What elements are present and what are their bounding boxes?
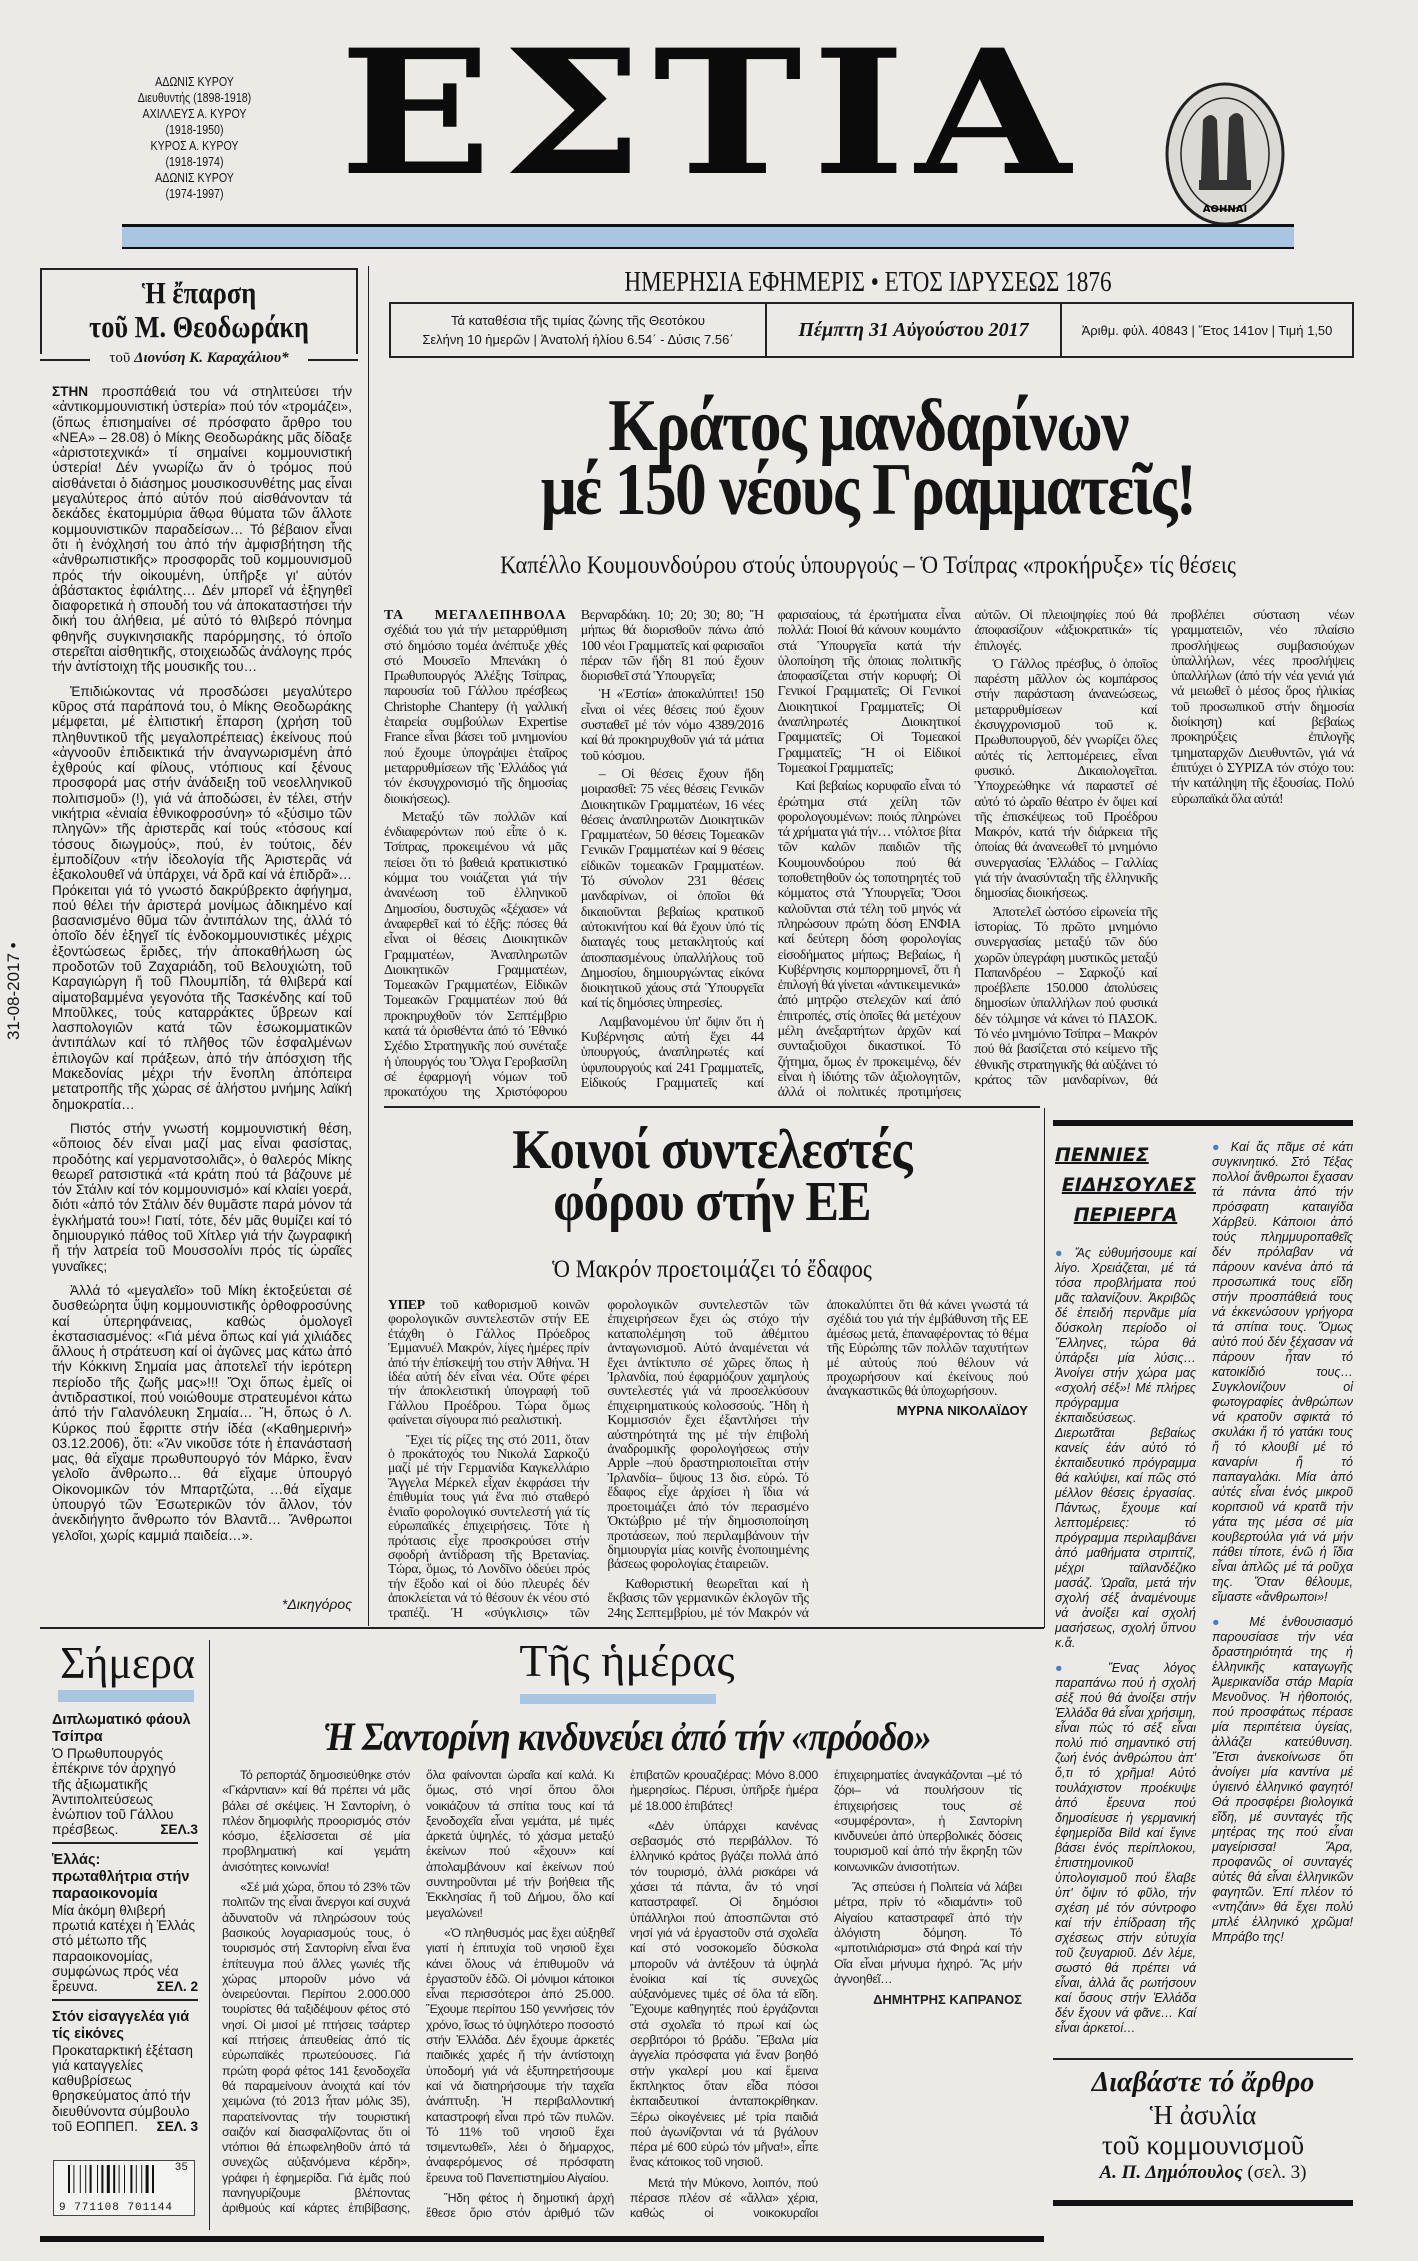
paragraph: Ἡ «Ἑστία» ἀποκαλύπτει! 150 εἶναι οἱ νέες θέσεις πού ἔχουν συσταθεῖ μέ τόν νόμο 4389/2016 καί θά προκηρυχθοῦν γιά τά μάτια τοῦ κόσμου. xyxy=(580,687,764,764)
paragraph: Ἄς σπεύσει ἡ Πολιτεία νά λάβει μέτρα, πρίν τό «διαμάντι» τοῦ Αἰγαίου καταστραφεῖ ἀπό τήν ἀλόγιστη δόμηση. Τό «μποτιλιάρισμα» στά Φηρά καί τήν Οἴα εἶναι μήνυμα ἠχηρό. Ἄς μήν ἀγνοηθεῖ… xyxy=(834,1880,1022,1986)
newspaper-logo: ΕΣΤΙΑ xyxy=(339,12,1081,215)
today-item-text: Προκαταρκτική ἐξέταση γιά καταγγελίες καθυβρίσεως θρησκεύματος ἀπό τήν διευθύνοντα σύμβουλο τοῦ ΕΟΠΠΕΠ. xyxy=(52,2042,193,2135)
issue-date: Πέμπτη 31 Αὐγούστου 2017 xyxy=(798,318,1029,341)
founder-line: ΑΧΙΛΛΕΥΣ Α. ΚΥΡΟΥ xyxy=(142,106,247,121)
oped-body xyxy=(52,384,352,1592)
bullet-icon: ● xyxy=(1055,1661,1109,1675)
column-divider xyxy=(1044,1108,1045,1628)
founder-line: ΚΥΡΟΣ Α. ΚΥΡΟΥ xyxy=(150,138,239,153)
promo-title: Διαβάστε τό ἄρθρο xyxy=(1091,2067,1315,2098)
today-item-headline: Ἑλλάς: πρωταθλήτρια στήν παραοικονομία xyxy=(52,1851,190,1902)
founders-list xyxy=(127,74,262,202)
box-bottom-rule xyxy=(1053,2200,1353,2206)
of-the-day-headline: Ἡ Σαντορίνη κινδυνεύει ἀπό τήν «πρόοδο» xyxy=(323,1714,931,1759)
barcode-bar xyxy=(107,2165,110,2193)
page-bottom-rule xyxy=(40,2236,1044,2242)
news-item xyxy=(1055,1661,1196,2036)
title-line: ΠΕΡΙΕΡΓΑ xyxy=(1073,1204,1178,1226)
paragraph xyxy=(384,608,567,807)
promo-page: (σελ. 3) xyxy=(1247,2162,1307,2183)
barcode-bar xyxy=(146,2165,149,2193)
today-item[interactable] xyxy=(52,1712,198,1844)
lead-word: ΤΑ ΜΕΓΑΛΕΠΗΒΟΛΑ xyxy=(384,608,567,623)
bullet-icon: ● xyxy=(1212,1140,1231,1154)
main-subhead: Καπέλλο Κουμουνδούρου στούς ὑπουργούς – Ὁ Τσίπρας «προκήρυξε» τίς θέσεις xyxy=(500,552,1236,579)
tax-story-body xyxy=(388,1298,1028,1620)
paragraph: «Δέν ὑπάρχει κανένας σεβασμός στό περιβάλλον. Τό ἑλληνικό κράτος βγάζει πολλά ἀπό τόν τουρισμό, ἀλλά ρισκάρει νά χάσει τά πάντα, ἄν τό νησί καταστραφεῖ. Οἱ δημόσιοι ὑπάλληλοι πού ἀποσπῶνται στό νησί γιά νά ἐργαστοῦν στά σχολεῖα καί στό νοσοκομεῖο δύσκολα μποροῦν νά ἀντέξουν τά ὑψηλά ἐνοίκια καί τίς συνεχῶς αὐξανόμενες τιμές σέ ὅλα τά εἴδη. Ἔχουμε καθηγητές πού ἐργάζονται στά σχολεῖα τό πρωί καί ὡς σερβιτόροι τό βράδυ. Ἔβαλα μία ἀγγελία πρόσφατα γιά ἕναν βοηθό στήν γκαλερί μου καί ἔμεινα ἔκπληκτος ὅταν εἶδα πόσοι ἐκπαιδευτικοί ἀνταποκρίθηκαν. Ξέρω οἰκογένειες μέ τρία παιδιά πού ἀγωνίζονται νά τά βγάλουν πέρα μέ 600 εὐρώ τόν μῆνα!», εἶπε ἕνας κάτοικος τοῦ νησιοῦ. xyxy=(630,1818,818,2170)
bullet-icon: ● xyxy=(1212,1615,1250,1629)
oped-author: Διονύση Κ. Καραχάλιου* xyxy=(134,350,289,366)
today-title: Σήμερα xyxy=(60,1637,195,1688)
paragraph: – Οἱ θέσεις ἔχουν ἤδη μοιρασθεῖ: 75 νέες θέσεις Γενικῶν Διοικητικῶν Γραμματέων, 16 νέες θέσεις ἀναπληρωτῶν Διοικητικῶν Γραμματέων, 50 θέσεις Τομεακῶν Γενικῶν Γραμματέων καί 9 θέσεις εἰδικῶν τομεακῶν Γραμματέων. Τό σύνολον 231 θέσεις μανδαρίνων, οἱ ὁποῖοι θά δικαιοῦνται βεβαίως κρατικοῦ αὐτοκινήτου καί θά ἔχουν ὑπό τίς διαταγές τους μετακλητούς καί ἀποσπασμένους ὑπαλλήλους τοῦ Δημοσίου, δημιουργώντας εἰκόνα διοικητικοῦ χάους στά Ὑπουργεῖα καί τίς δημόσιες ὑπηρεσίες. xyxy=(580,766,764,1012)
barcode-issue: 35 xyxy=(174,2162,188,2174)
lead-word: ΣΤΗΝ xyxy=(52,384,89,399)
founder-line: Διευθυντής (1898-1918) xyxy=(137,90,252,105)
oped-byline xyxy=(40,350,358,367)
paragraph-text: τοῦ καθορισμοῦ κοινῶν φορολογικῶν συντελεστῶν στήν ΕΕ ἐτάχθη ὁ Γάλλος Πρόεδρος Ἐμμανυέλ Μακρόν, λίγες ἡμέρες πρίν ἀπό τήν ἐπίσκεψή του στήν Ἀθήνα. Ἡ ἰδέα αὐτή δέν εἶναι νέα. Οὔτε φέρει τήν ἀποκλειστική ὑπογραφή τοῦ Γάλλου Προέδρου. Τώρα ὅμως φαίνεται σίγουρα πιό ρεαλιστική. xyxy=(388,1297,590,1428)
news-item xyxy=(1212,1140,1353,1605)
tax-subhead: Ὁ Μακρόν προετοιμάζει τό ἔδαφος xyxy=(552,1256,872,1283)
section-divider xyxy=(1053,2058,1353,2060)
masthead-tagline: ΗΜΕΡΗΣΙΑ ΕΦΗΜΕΡΙΣ • ΕΤΟΣ ΙΔΡΥΣΕΩΣ 1876 xyxy=(624,266,1112,298)
page-ref: ΣΕΛ. 3 xyxy=(156,2119,198,2135)
of-the-day-accent-bar xyxy=(520,1694,716,1704)
paragraph: Καί βεβαίως κορυφαῖο εἶναι τό ἐρώτημα στά χείλη τῶν φορολογουμένων: ποιός πληρώνει τά χρήματα γιά τήν… ντόλτσε βίτα τῶν καλῶν παιδιῶν τῆς Κουμουνδούρου πού θά τοποθετηθοῦν ὡς τοποτηρητές τοῦ κόμματος στά Ὑπουργεῖα; Ὅσοι καλοῦνται στά τέλη τοῦ μηνός νά πληρώσουν πρώτη δόση ΕΝΦΙΑ καί δεύτερη δόση φορολογίας εἰσοδήματος μήπως; Βεβαίως, ἡ Κυβέρνησις κομπορρημονεῖ, ὅτι ἡ ἐπιλογή θά γίνεται «ἀντικειμενικά» ἀπό μητρῷο στελεχῶν καί ἀπό ἐπιτροπές, στίς ὁποῖες θά μετέχουν μέλη ἀνεξαρτήτων ἀρχῶν καί συνταξιοῦχοι δικαστικοί. Τό ζήτημα, ὅμως ἐν προκειμένῳ, δέν εἶναι ἡ ἰδιότης τῶν ἀξιολογητῶν, ἀλλά οἱ πολιτικές προτιμήσεις αὐτῶν. Οἱ πλειοψηφίες πού θά ἀποφασίζουν «ἀξιοκρατικά» τίς ἐπιλογές. xyxy=(777,608,1158,1101)
barcode-bar xyxy=(90,2165,92,2193)
byline-prefix: τοῦ xyxy=(109,350,131,366)
column-divider xyxy=(209,1640,210,2230)
today-accent-bar xyxy=(58,1690,194,1702)
today-item-headline: Διπλωματικό φάουλ Τσίπρα xyxy=(52,1712,191,1745)
promo-article-title: τοῦ κομμουνισμοῦ xyxy=(1101,2130,1305,2160)
paragraph: «Ὁ πληθυσμός μας ἔχει αὐξηθεῖ γιατί ἡ ἐπιτυχία τοῦ νησιοῦ ἔχει κάνει ὅλους νά ἐπιθυμοῦν νά ἐργαστοῦν ἐδῶ. Οἱ μόνιμοι κάτοικοι εἶναι περισσότεροι ἀπό 25.000. Ἔχουμε περίπου 150 γεννήσεις τόν χρόνο, ἴσως τό ὑψηλότερο ποσοστό στήν Ἑλλάδα. Δέν ἔχουμε ἀρκετές παιδικές χαρές ἤ τήν ἀντίστοιχη ὑποδομή γιά νά ἐξυπηρετήσουμε καί νά διατηρήσουμε τήν ταχεῖα ἀνάπτυξη. Ἡ περιβαλλοντική καταστροφή εἶναι πρό τῶν πυλῶν. Τό 11% τοῦ νησιοῦ ἔχει τσιμεντωθεῖ», λέει ὁ δήμαρχος, ἀναφερόμενος σέ πρόσφατη ἔρευνα τοῦ Πανεπιστημίου Αἰγαίου. xyxy=(426,1925,614,2185)
issue-number-price: Ἀριθμ. φύλ. 40843 | Ἔτος 141ον | Τιμή 1,50 xyxy=(1081,322,1333,338)
item-text: Ἄς εὐθυμήσουμε καί λίγο. Χρειάζεται, μέ τά τόσα προβλήματα πού μᾶς ταλανίζουν. Ἀκριβῶς δέ ἐπειδή περνᾶμε μία δύσκολη περίοδο οἱ Ἕλληνες, τώρα θά ὑπάρξει μία λύσις… Ἀνοίγει στήν χώρα μας «σχολή σέξ»! Μέ πλήρες πρόγραμμα ἐκπαιδεύσεως. Διερωτᾶται βεβαίως κανείς ἐάν αὐτό τό ἐκπαιδευτικό πρόγραμμα θά καλύψει, καί πῶς στό μέλλον θέσεις ἐργασίας. Πάντως, ἔχουμε καί λεπτομέρειες: τό πρόγραμμα περιλαμβάνει ἀπό μαθήματα στριπτίζ, μέχρι ταϊλανδέζικο μασάζ. Ὡραῖα, μετά τήν σχολή σέξ ἀναμένουμε νά ἀνοίξει καί σχολή μασήσεως, σχολή ὕπνου κ.ἄ. xyxy=(1055,1246,1196,1650)
pennies-title xyxy=(1055,1140,1196,1230)
oped-signature: *Δικηγόρος xyxy=(281,1596,352,1612)
barcode-number: 9 771108 701144 xyxy=(59,2202,174,2214)
paragraph-text: προσπάθειά του νά στηλιτεύσει τήν «ἀντικομμουνιστική ὑστερία» πού τόν «τρομάζει», (ὅπως ἐπισημαίνει σέ πρόσφατο ἄρθρο του «ΝΕΑ» – 28.08) ὁ Μίκης Θεοδωράκης μᾶς δίδαξε «ἀριστοτεχνικά» τί σημαίνει κομμουνιστική ὑστερία! Δέν γνωρίζω ἄν ὁ τρόμος πού αἰσθάνεται ὁ διάσημος μουσικοσυνθέτης μας εἶναι μεγαλύτερος ἀπό αὐτόν πού αἰσθάνονταν τά δεκάδες ἑκατομμύρια ἄθῳα θύματα τῶν ἄλλοτε κομμουνιστικῶν παραδείσων… Τό βέβαιον εἶναι ὅτι ἡ ἐνόχλησή του ἀπό τήν ἀμφισβήτηση τῆς «ἀνθρωπιστικῆς» προσφορᾶς τοῦ κομμουνισμοῦ πρός τήν οἰκουμένη, ὑπῆρξε γι' αὐτόν ἀβάστακτος ἐφιάλτης… Δέν μπορεῖ νά ἐξηγηθεῖ διαφορετικά ἡ σπουδή του νά ἀποκαταστήσει τήν δική του ἀλήθεια, μέ αὐτό τό θλιβερό πόνημα φθηνῆς συγκινησιακῆς παρόρμησης, τό ὁποῖο στερεῖται αἰσθητικῆς, στοιχειωδῶς ἀνάλογης πρός τήν ἀντίστοιχη τῆς μουσικῆς του… xyxy=(52,384,352,675)
tax-author: ΜΥΡΝΑ ΝΙΚΟΛΑΪΔΟΥ xyxy=(896,1402,1028,1418)
headline-line: φόρου στήν ΕΕ xyxy=(553,1171,871,1233)
paragraph: Ὁ Γάλλος πρέσβυς, ὁ ὁποῖος παρέστη μᾶλλον ὡς κομπάρσος στήν παράσταση ἀνανεώσεως, μεταρρυθμίσεων καί ἐκσυγχρονισμοῦ τοῦ κ. Πρωθυπουργοῦ, δέν γνωρίζει ὅλες αὐτές τίς λεπτομέρειες, εἶναι φυσικό. Δικαιολογεῖται. Ὑποχρεώθηκε νά παραστεῖ σέ αὐτό τό ὡραῖο θέατρο ἐν ὄψει καί τῆς ἐπισκέψεως τοῦ Προέδρου Μακρόν, κατά τήν διάρκεια τῆς ὁποίας θά ἀνανεωθεῖ τό μνημόνιο συνεργασίας Ἑλλάδος – Γαλλίας γιά τήν ἀνασύνταξη τῆς ἑλληνικῆς δημοσίας διοικήσεως. xyxy=(974,656,1158,902)
promo-article-title: Ἡ ἀσυλία xyxy=(1149,2100,1257,2130)
paragraph-text: σχέδιά του γιά τήν μεταρρύθμιση στό δημόσιο τομέα ἀνέπτυξε χθές στό Μουσεῖο Μπενάκη ὁ Πρωθυπουργός Ἀλέξης Τσίπρας, παρουσία τοῦ Γάλλου πρέσβεως Christophe Chantepy (ἡ γαλλική ἑταιρεία συμβούλων Expertise France εἶναι βάσει τοῦ μνημονίου πού ἔχουμε ὑπογράψει ἑταῖρος μεταρρυθμίσεων τῆς Ἑλλάδος γιά τόν ἐκσυγχρονισμό τῆς δημοσίας διοικήσεως). xyxy=(384,623,567,807)
founder-line: (1918-1974) xyxy=(165,154,224,169)
box-top-rule xyxy=(1053,1120,1353,1126)
headline-line: Κράτος μανδαρίνων xyxy=(608,385,1128,467)
lead-word: ΥΠΕΡ xyxy=(388,1297,425,1312)
today-item-text: Μία ἀκόμη θλιβερή πρωτιά κατέχει ἡ Ἑλλάς στό μέτωπο τῆς παραοικονομίας, συμφώνως πρός νέα ἔρευνα. xyxy=(52,1902,195,1995)
masthead-accent-bar xyxy=(122,224,1294,249)
paragraph: Τό ρεπορτάζ δημοσιεύθηκε στόν «Γκάρντιαν» καί θά πρέπει νά μᾶς βάλει σέ σκέψεις. Ἡ Σαντορίνη, ὁ πλέον δημοφιλής προορισμός στόν κόσμο, ἐξελίσσεται σέ μία προβληματική καί γεμάτη ἀνισότητες κοινωνία! xyxy=(222,1768,410,1874)
news-item xyxy=(1055,1246,1196,1651)
pennies-column xyxy=(1055,1140,1353,2052)
barcode-bar xyxy=(136,2165,137,2193)
svg-text:ΑΘΗΝΑΙ: ΑΘΗΝΑΙ xyxy=(1202,204,1248,215)
of-the-day-author: ΔΗΜΗΤΡΗΣ ΚΑΠΡΑΝΟΣ xyxy=(873,1992,1022,2008)
title-line: ΠΕΝΝΙΕΣ xyxy=(1055,1144,1149,1166)
founder-line: ΑΔΩΝΙΣ ΚΥΡΟΥ xyxy=(155,74,234,89)
page-ref: ΣΕΛ. 2 xyxy=(156,1979,198,1995)
paragraph: Ἀποτελεῖ ὡστόσο εἰρωνεία τῆς ἱστορίας. Τό πρῶτο μνημόνιο συνεργασίας μεταξύ τῶν δύο χωρῶν ὑπεγράφη μυστικῶς μεταξύ Παπανδρέου – Σαρκοζύ καί προέβλεπε 150.000 ἀπολύσεις δημοσίων ὑπαλλήλων πού φυσικά δέν τόλμησε νά κάνει τό ΠΑΣΟΚ. Τό νέο μνημόνιο Τσίπρα – Μακρόν πού θά βασίζεται στό κείμενο τῆς ἐθνικῆς στρατηγικῆς θά αὐξάνει τό κράτος τῶν μανδαρίνων, θά προβλέπει σύσταση νέων γραμματειῶν, νέο πλαίσιο προσλήψεως συμβασιούχων ὑπαλλήλων, νέες προσλήψεις ὑπαλλήλων (ἀπό τήν νέα γενιά γιά νά μειωθεῖ ὁ μέσος ὅρος ἡλικίας τοῦ προσωπικοῦ στήν δημοσία διοίκηση) καί βεβαίως προκηρύξεις ἐπιλογῆς τμηματαρχῶν Διευθυντῶν, γιά νά ἐπιτύχει ὁ ΣΥΡΙΖΑ τόν στόχο του: τήν κατάληψη τῆς ἐξουσίας. Πολύ εὐρωπαϊκά ὅλα αὐτά! xyxy=(974,608,1354,1088)
news-item xyxy=(1212,1615,1353,1945)
founder-line: (1974-1997) xyxy=(165,186,224,201)
barcode-bar xyxy=(141,2165,142,2193)
paragraph xyxy=(52,384,352,675)
section-divider xyxy=(384,1106,1040,1108)
today-list xyxy=(52,1712,198,2146)
item-text: Μέ ἐνθουσιασμό παρουσίασε τήν νέα δραστηριότητά της ἡ ἑλληνικῆς καταγωγῆς Ἀμερικανίδα στάρ Μαρία Μενοῦνος. Ἡ ἠθοποιός, πού προσφάτως πέρασε μία περιπέτεια ὑγείας, ἀλλάζει κατεύθυνση. Ἔτσι ἀνεκοίνωσε ὅτι ἀνοίγει μία καντίνα μέ ὑγιεινό ἑλληνικό φαγητό! Θά προσφέρει βιολογικά εἴδη, μέ συνταγές τῆς μητέρας της πού εἶναι μαγείρισσα! Ἄρα, προφανῶς οἱ συνταγές αὐτές θά εἶναι ἑλληνικῶν φαγητῶν. Ἐπί πλέον τό «ντηζάιν» θά ἔχει πολύ μπλέ ἑλληνικό χρῶμα! Μπράβο της! xyxy=(1212,1615,1353,1944)
today-item[interactable] xyxy=(52,1852,198,2001)
seal-emblem-icon xyxy=(1163,80,1287,228)
bullet-icon: ● xyxy=(1055,1246,1075,1260)
oped-title-box xyxy=(40,268,358,354)
feast-day: Τά καταθέσια τῆς τιμίας ζώνης τῆς Θεοτόκου xyxy=(451,313,705,328)
barcode-bar xyxy=(97,2165,98,2193)
barcode-bar xyxy=(124,2165,125,2193)
item-text: Ἕνας λόγος παραπάνω πού ἡ σχολή σέξ πού θά ἀνοίξει στήν Ἑλλάδα θά εἶναι χρήσιμη, εἶναι πώς τό σέξ εἶναι πολύ πιό σημαντικό στή ζωή ἑνός ἀνθρώπου ἀπ' ὅ,τι τό χρῆμα! Αὐτό τουλάχιστον προέκυψε ἀπό ἔρευνα πού δημοσίευσε ἡ γερμανική ἐφημερίδα Bild καί ἔγινε βάσει ἑνός περίπλοκου, ἐπιστημονικοῦ ὑπολογισμοῦ πού ἔλαβε ὑπ' ὄψιν τό φῦλο, τήν σχέση μέ τόν σύντροφο καί τήν ἐπίδραση τῆς σχέσεως στήν εὐτυχία τοῦ ζευγαριοῦ. Δέν λέμε, σωστό θά πρέπει νά εἶναι, ἀλλά ἄς ρωτήσουν καί ὅσους στήν Ἑλλάδα δέν ἔχουν νά φᾶνε… Καί εἶναι ἀρκετοί… xyxy=(1055,1661,1196,2035)
main-story-body xyxy=(384,608,1354,1102)
promo-author: Α. Π. Δημόπουλος xyxy=(1099,2162,1243,2183)
tax-headline xyxy=(417,1119,1007,1233)
paragraph: Μετά τήν Μύκονο, λοιπόν, πού πέρασε πλέον σέ «ἄλλα» χέρια, καθώς οἱ νοικοκυραῖοι ἐπιχειρηματίες ἀναγκάζονται –μέ τό ζόρι– νά πουλήσουν τίς ἐπιχειρήσεις τους σέ «συμφέροντα», ἡ Σαντορίνη κινδυνεύει ἀπό ὑπερβολικές δόσεις τουρισμοῦ καί ἀπό τήν ἔκρηξη τῶν κοινωνικῶν ἀνισοτήτων. xyxy=(630,1768,1022,2221)
of-the-day-body xyxy=(222,1768,1022,2228)
paragraph: Ἔχει τίς ρίζες της στό 2011, ὅταν ὁ προκάτοχός του Νικολά Σαρκοζύ μαζί μέ τήν Γερμανίδα Καγκελλάριο Ἄγγελα Μέρκελ εἶχαν ἐκφράσει τήν ἐπιθυμία τους γιά ἕνα πιό σταθερό ἑνιαῖο φορολογικό συντελεστή γιά τίς εὐρωπαϊκές ἐπιχειρήσεις. Τότε ἡ πρότασις εἶχε προσκρούσει στήν σφοδρή ἀντίδραση τῆς Βρετανίας. Τώρα, ὅμως, τό Λονδῖνο ὁδεύει πρός τήν ἔξοδο καί οἱ δύο πλευρές δέν ἀποκλείεται νά τό θέσουν ἐκ νέου στό τραπέζι. Ἡ «σύγκλισις» τῶν φορολογικῶν συντελεστῶν τῶν ἐπιχειρήσεων ἔχει ὡς στόχο τήν καταπολέμηση τοῦ ἀθέμιτου ἀνταγωνισμοῦ. Αὐτό ἀναμένεται νά ἔχει ἀντίκτυπο σέ χῶρες ὅπως ἡ Ἰρλανδία, πού ἐφαρμόζουν χαμηλούς συντελεστές γιά νά προσελκύσουν ἐπιχειρηματικούς κολοσσούς. Ἤδη ἡ Κομμισσιόν ἔχει ἐξαντλήσει τήν αὐστηρότητά της μέ τήν ἐπιβολή ἀναδρομικῆς φορολογήσεως στήν Apple –πού δραστηριοποιεῖται στήν Ἰρλανδία– ὕψους 13 δισ. εὐρώ. Τό ἔδαφος εἶχε ἀρχίσει ἡ ἴδια νά προετοιμάζει ἀπό τόν περασμένο Ὀκτώβριο μέ τήν δημοσιοποίηση προτάσεων, πού περιλαμβάνουν τήν δημιουργία μίας κοινῆς ἑνοποιημένης βάσεως φορολογίας ἑταιρειῶν. xyxy=(388,1297,809,1620)
barcode-bar xyxy=(85,2165,86,2193)
today-item[interactable] xyxy=(52,2009,198,2139)
barcode-bar xyxy=(101,2165,103,2193)
barcode-bar xyxy=(80,2165,81,2193)
title-line: ΕΙΔΗΣΟΥΛΕΣ xyxy=(1061,1174,1196,1196)
astro-info: Σελήνη 10 ἡμερῶν | Ἀνατολή ἡλίου 6.54΄ - Δύσις 7.56΄ xyxy=(422,332,734,347)
paragraph: Καθοριστική θεωρεῖται καί ἡ ἔκβασις τῶν γερμανικῶν ἐκλογῶν τῆς 24ης Σεπτεμβρίου, μέ τόν Μακρόν νά ἀποκαλύπτει ὅτι θά κάνει γνωστά τά σχέδιά του γιά τήν ἐμβάθυνση τῆς ΕΕ ἀμέσως μετά, ἐπαναφέροντας τό θέμα τῆς Εὐρώπης τῶν πολλῶν ταχυτήτων μέ αὐτούς πού θέλουν νά προχωρήσουν καί ἐκείνους πού ἀναγκαστικῶς θά ὑποχωρήσουν. xyxy=(607,1297,1028,1620)
of-the-day-title: Τῆς ἡμέρας xyxy=(519,1635,735,1686)
paragraph: Ἀλλά τό «μεγαλεῖο» τοῦ Μίκη ἐκτοξεύεται σέ δυσθεώρητα ὕψη κομμουνιστικῆς ὀρθοφροσύνης καί ὑπερηφάνειας, καθώς ὁμολογεῖ ἐκστασιασμένος: «Γιά μένα ὅπως καί γιά χιλιάδες ἄλλους ἡ στράτευση καί οἱ ἀγῶνες μας κάτω ἀπό τήν Κόκκινη Σημαία μας ἀποτελεῖ τήν ἱερότερη περίοδο τῆς ζωῆς μας»!!! Ὄχι ὅπως ἐμεῖς οἱ ἀντιδραστικοί, πού νοιώθουμε στρατευμένοι κάτω ἀπό τήν Γαλανόλευκη Σημαία… Ἤ, ὅπως ὁ Λ. Κύρκος πού ἔφριττε στήν ἰδέα («Καθημερινή» 03.12.2006), ὅτι: «Ἄν νικοῦσε τότε ἡ ἐπανάστασή μας, θά εἴχαμε πρωθυπουργό τόν Μάρκο, ἕναν γελοῖο ἄνθρωπο… θά εἴχαμε ὑπουργό Οἰκονομικῶν τόν Μπαρτζώτα, …θά εἴχαμε ὑπουργό τῶν Ἐσωτερικῶν τόν ἄλλον, τόν ἀνεκδιήγητο ἄνθρωπο τόν Βλαντᾶ… Ἄνθρωποι γελοῖοι, χωρίς καμμιά παιδεία…». xyxy=(52,1282,352,1543)
paragraph: Μεταξύ τῶν πολλῶν καί ἐνδιαφερόντων πού εἶπε ὁ κ. Τσίπρας, προκειμένου νά μᾶς πείσει ὅτι τό βαθειά κρατικιστικό κόμμα του νοιάζεται γιά τήν ἀνανέωση τοῦ ἑλληνικοῦ Δημοσίου, δυστυχῶς «ξέχασε» νά ἀναφερθεῖ καί τό ἑξῆς: πόσες θά εἶναι οἱ θέσεις Διοικητικῶν Γραμματέων, Ἀναπληρωτῶν Διοικητικῶν Γραμματέων, Τομεακῶν Γραμματέων, Εἰδικῶν Τομεακῶν Γραμματέων πού θά προκηρυχθοῦν τόν Σεπτέμβριο κατά τά ὁρισθέντα ἀπό τό Ἐθνικό Σχέδιο Στρατηγικῆς πού συνέταξε ἡ ὑπουργός του Ὄλγα Γεροβασίλη σέ ἐφαρμογή νόμων τοῦ προκατόχου της Χριστόφορου Βερναρδάκη. 10; 20; 30; 80; Ἤ μήπως θά διορισθοῦν πάνω ἀπό 100 νέοι Γραμματεῖς καί φαρισαῖοι πέραν τῶν ἤδη 81 πού ἔχουν διορισθεῖ στά Ὑπουργεῖα; xyxy=(384,608,764,1101)
section-divider xyxy=(40,1627,1044,1629)
barcode xyxy=(53,2160,195,2216)
paragraph: Ἤδη φέτος ἡ δημοτική ἀρχή ἔθεσε ὅριο στόν ἀριθμό τῶν ἐπιβατῶν κρουαζιέρας: Μόνο 8.000 ἡμερησίως. Πέρυσι, ὑπῆρξε ἡμέρα μέ 18.000 ἐπιβάτες! xyxy=(426,1768,818,2221)
column-divider xyxy=(368,266,369,1626)
today-item-text: Ὁ Πρωθυπουργός ἐπέκρινε τόν ἀρχηγό τῆς ἀξιωματικῆς Ἀντιπολιτεύσεως ἐνώπιον τοῦ Γάλλου πρέσβεως. xyxy=(52,1746,176,1838)
item-text: Καί ἄς πᾶμε σέ κάτι συγκινητικό. Στό Τέξας πολλοί ἄνθρωποι ἔχασαν τά πάντα ἀπό τήν πρόσφατη καταιγίδα Χάρβεϋ. Κάποιοι ἀπό τούς πλημμυροπαθεῖς δέν πρόλαβαν νά πάρουν κανένα ἀπό τά προσωπικά τους εἴδη στήν προσπάθειά τους νά ἐκκενώσουν γρήγορα τά σπίτια τους. Ὅμως αὐτό πού δέν ξέχασαν νά πάρουν ἦταν τό κατοικίδιό τους… Συγκλονίζουν οἱ φωτογραφίες ἀνθρώπων νά κρατοῦν σφικτά τό σκυλάκι ἤ τό γατάκι τους ἤ τό κλουβί μέ τό καναρίνι ἤ τό παπαγαλάκι. Μία ἀπό αὐτές εἶναι ἑνός μικροῦ κοριτσιοῦ νά κρατᾶ τήν γάτα της μέσα σέ μία κουβερτούλα γιά νά μήν πάθει τίποτε, ἐνῶ ἡ ἴδια εἶναι ἁπλῶς μέ τά ροῦχα της. Ὅταν θέλουμε, εἴμαστε «ἄνθρωποι»! xyxy=(1212,1140,1353,1604)
barcode-bar xyxy=(119,2165,120,2193)
oped-title: Ἡ ἔπαρση xyxy=(141,275,257,310)
oped-title: τοῦ Μ. Θεοδωράκη xyxy=(89,309,309,344)
founder-line: (1918-1950) xyxy=(165,122,224,137)
headline-line: μέ 150 νέους Γραμματεῖς! xyxy=(540,449,1196,531)
page-ref: ΣΕΛ.3 xyxy=(160,1822,198,1838)
paragraph: Ἐπιδιώκοντας νά προσδώσει μεγαλύτερο κῦρος στά παράπονά του, ὁ Μίκης Θεοδωράκης μέμφεται, μέ ἐλιτιστική ἔπαρση (χρήση τοῦ πληθυντικοῦ τῆς μεγαλοπρέπειας) ἐκείνους πού «ἀγνοοῦν ἐπιδεικτικά τήν ἀναγνωρισμένη ἀπό ἐχθρούς καί φίλους, ντόπιους καί ξένους προσφορά μας στήν ἀνάδειξη τοῦ νεοελληνικοῦ πολιτισμοῦ» (!), γιά νά ἀποδώσει, ἐν τέλει, στήν νικήτρια «ἐνιαία ἐθνικοφροσύνη» τό «ξύσιμο τῶν πληγῶν» τῆς ἀριστερᾶς καί τούς «τόσους καί τόσους διωγμούς», πού, ἐν τούτοις, δέν ἐμποδίζουν «τήν ἰδεολογία τῆς Ἀριστερᾶς νά ἐξακολουθεῖ νά ὑπάρχει, νά δρᾶ καί νά ἐπιδρᾶ»… Πρόκειται γιά τό γνωστό δακρύβρεκτο ἀφήγημα, πού θέλει τήν ἀριστερά μονίμως ἀδικημένο καί βασανισμένο θῦμα τῶν ἀντιπάλων της, ἀλλά τό ὁποῖο δέν ἐξηγεῖ τίς ἐνδοκομμουνιστικές μέχρις ἐξοντώσεως ἔριδες, τήν ἀποκαθήλωση ὡς προδοτῶν τοῦ Ζαχαριάδη, τοῦ Βελουχιώτη, τοῦ Καραγιώργη ἤ τοῦ Πλουμπίδη, τά θλιβερά καί αἱματοβαμμένα γεγονότα τῆς Τασκένδης καί τοῦ Μποῦλκες, τούς καταρράκτες ὕβρεων καί λασπολογιῶν κατά τῶν ἐσωκομματικῶν ἀντιπάλων καί τό πλῆθος τῶν ἐσφαλμένων ἐπιλογῶν καί πράξεων, ἀπό τήν ἀπόσχιση τῆς Μακεδονίας μέχρι τήν ἔνοπλη ἀπόπειρα μετατροπῆς τῆς χώρας σέ ἀλήστου μνήμης λαϊκή δημοκρατία… xyxy=(52,683,352,1112)
main-headline xyxy=(452,385,1284,531)
barcode-bar xyxy=(113,2165,115,2193)
paragraph xyxy=(388,1298,589,1428)
paragraph: Λαμβανομένου ὑπ' ὄψιν ὅτι ἡ Κυβέρνησις αὐτή ἔχει 44 ὑπουργούς, ἀναπληρωτές καί ὑφυπουργούς καί 241 Γραμματεῖς, Εἰδικούς Γραμματεῖς καί φαρισαίους, τά ἐρωτήματα εἶναι πολλά: Ποιοί θά κάνουν κουμάντο στά Ὑπουργεῖα κατά τήν ὑλοποίηση τῆς ὁποιας πολιτικῆς ἀποφασίζεται στήν κορυφή; Οἱ Γενικοί Γραμματεῖς; Οἱ Γενικοί Διοικητικοί Γραμματεῖς; Οἱ ἀναπληρωτές Διοικητικοί Γραμματεῖς; Οἱ Τομεακοί Γραμματεῖς; Ἤ οἱ Εἰδικοί Τομεακοί Γραμματεῖς; xyxy=(580,608,961,1091)
article-promo[interactable] xyxy=(1053,2066,1353,2186)
headline-line: Κοινοί συντελεστές xyxy=(512,1119,912,1181)
paragraph: Πιστός στήν γνωστή κομμουνιστική θέση, «ὅποιος δέν εἶναι μαζί μας εἶναι φασίστας, προδότης καί γερμανοτσολιᾶς», ὁ θαλερός Μίκης θεωρεῖ ρατσιστικά «τά κράτη πού τά βάζουνε μέ τόν Στάλιν καί τόν κομμουνισμό» καί κλαίει γοερά, διότι «ἀπό τόν Στάλιν δέν θυμᾶστε παρά μόνον τά ἐγκλήματά του»! Γιατί, τότε, δέν μᾶς θυμίζει καί τό δημιουργικό πάθος τοῦ Χίτλερ γιά τήν ζωγραφική ἤ τήν λατρεία τοῦ Μουσσολίνι πρός τίς ὡραῖες γυναῖκες; xyxy=(52,1120,352,1274)
barcode-icon xyxy=(54,2163,194,2203)
paragraph: «Σέ μιά χώρα, ὅπου τό 23% τῶν πολιτῶν της εἶναι ἄνεργοι καί συχνά ἀδυνατοῦν νά πληρώσουν τούς βασικούς λογαριασμούς τους, ὁ τουρισμός στή Σαντορίνη εἶναι ἕνα ἐπίτευγμα πού ἄλλες γωνιές τῆς χώρας μποροῦν μόνο νά ὀνειρεύονται. Περίπου 2.000.000 τουρίστες θά ταξιδέψουν φέτος στό νησί. Οἱ μισοί μέ πτήσεις τσάρτερ καί πτήσεις ἀπευθείας ἀπό τίς εὐρωπαϊκές πρωτεύουσες. Γιά πρώτη φορά φέτος 141 ξενοδοχεῖα θά παραμείνουν ἀνοιχτά καί τόν χειμώνα (τό 2013 ἦταν μόλις 35), παρατείνοντας τήν τουριστική σαιζόν καί διασφαλίζοντας ὅτι οἱ ντόπιοι θά ἐπωφεληθοῦν ἀπό τά συνεχῶς αὐξανόμενα κέρδη», γράφει ἡ ἐφημερίδα. Γιά ἐμᾶς πού πανηγυρίζουμε βλέποντας ἀριθμούς καί κάρτες ἐπιβίβασης, ὅλα φαίνονται ὡραῖα καί καλά. Κι ὅμως, στό νησί ὅπου ὅλοι νοικιάζουν τά σπίτια τους καί τά ξενοδοχεῖα εἶναι γεμάτα, μέ τιμές ἀρκετά ὑψηλές, τό χάσμα μεταξύ ἐκείνων πού «ἔχουν» καί ἀπολαμβάνουν καί ἐκείνων πού συντηροῦνται μέ τήν βοήθεια τῆς Ἐκκλησίας ἤ τοῦ Δήμου, ὅλο καί μεγαλώνει! xyxy=(222,1768,614,2216)
edge-date: 31-08-2017 • xyxy=(4,942,23,1040)
founder-line: ΑΔΩΝΙΣ ΚΥΡΟΥ xyxy=(155,170,234,185)
today-item-headline: Στόν εἰσαγγελέα γιά τίς εἰκόνες xyxy=(52,2008,190,2042)
barcode-bar xyxy=(68,2165,70,2193)
barcode-bar xyxy=(73,2165,74,2193)
barcode-bar xyxy=(152,2165,154,2193)
issue-info-box xyxy=(389,302,1354,358)
barcode-bar xyxy=(130,2165,132,2193)
